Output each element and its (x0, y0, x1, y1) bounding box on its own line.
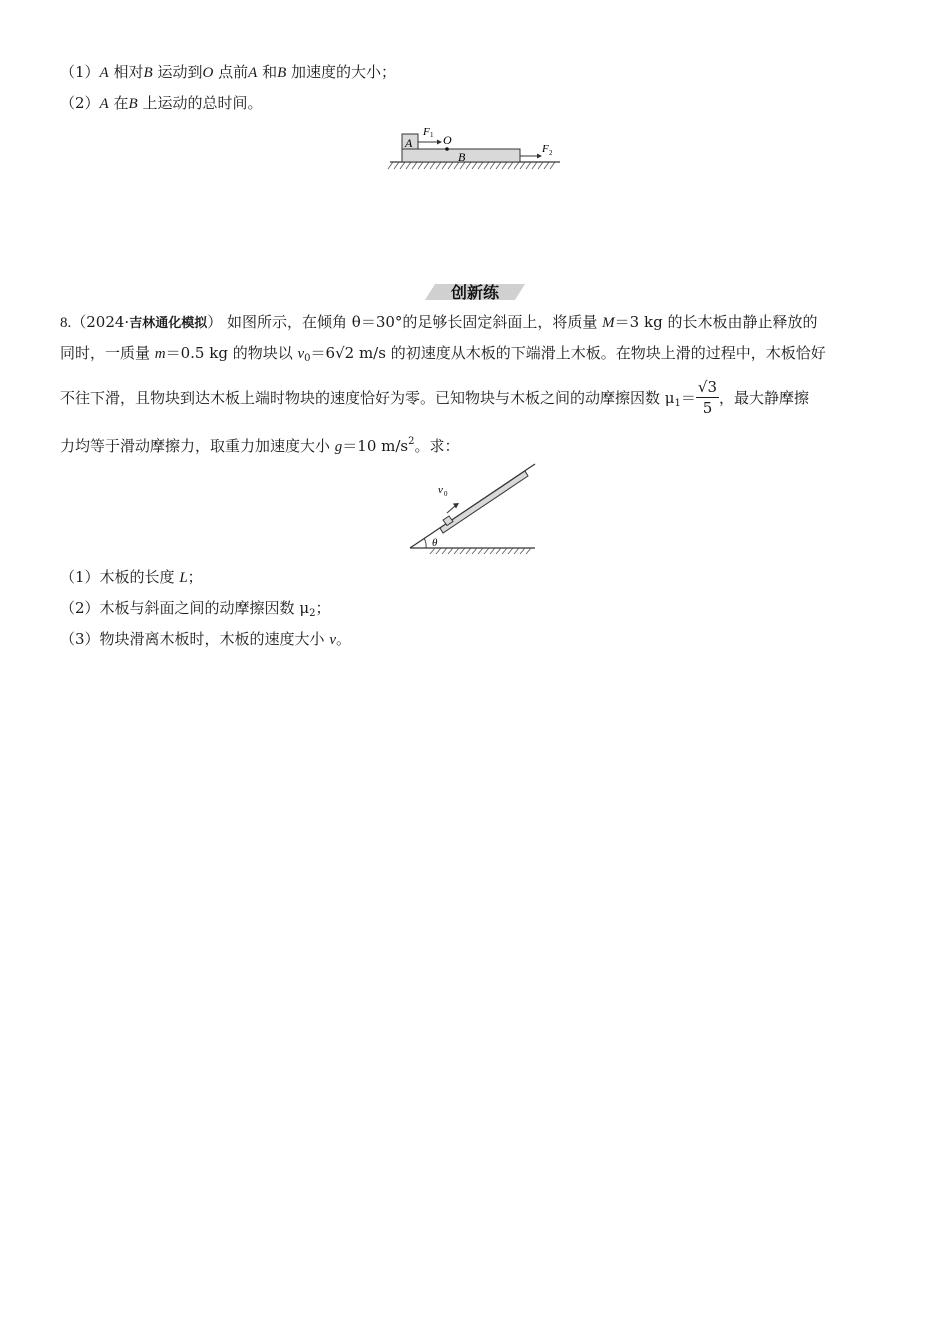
long-board (440, 471, 528, 533)
q8-line4: 力均等于滑动摩擦力，取重力加速度大小 g＝10 $m/s^2$。求： (60, 436, 460, 455)
label-b: B (458, 150, 466, 164)
label-a: A (405, 136, 413, 150)
q7-part2: （2）A 在B 上运动的总时间。 (60, 94, 263, 112)
section-title: 创新练 (450, 283, 499, 302)
q8-figure (405, 458, 545, 558)
q8-part2: （2）木板与斜面之间的动摩擦因数 $\mu_2$； (60, 599, 331, 619)
label-f2-sub: 2 (549, 149, 553, 157)
label-f1-sub: 1 (430, 131, 434, 139)
point-o (445, 147, 449, 151)
label-v0: v (438, 484, 443, 496)
q8-line3: 不往下滑，且物块到达木板上端时物块的速度恰好为零。已知物块与木板之间的动摩擦因数 $\mu_1=$ $\frac{√3}{5}$ ，最大静摩擦 (60, 377, 810, 417)
q8-line1: 8.（2024·吉林通化模拟） 如图所示，在倾角 θ＝30°的足够长固定斜面上，将质量 M＝3 kg 的长木板由静止释放的 (60, 313, 818, 331)
q7-part1: （1）A 相对B 运动到O 点前A 和B 加速度的大小； (60, 63, 397, 81)
label-f1: F (423, 126, 430, 138)
mu1-fraction: $\frac{√3}{5}$ (697, 377, 718, 417)
q8-line2: 同时，一质量 m＝0.5 kg 的物块以 $v_0=6√2$ m/s 的初速度从木板的下端滑上木板。在物块上滑的过程中，木板恰好 (60, 344, 826, 364)
label-f2: F (542, 143, 549, 155)
section-header (425, 280, 525, 302)
label-o: O (443, 133, 452, 147)
label-v0-sub: 0 (444, 490, 448, 498)
q8-part3: （3）物块滑离木板时，木板的速度大小 v。 (60, 630, 352, 648)
q8-source: 吉林通化模拟 (129, 316, 208, 331)
angle-arc (424, 538, 426, 548)
q7-figure (385, 120, 565, 175)
label-theta: θ (432, 537, 438, 549)
q8-part1: （1）木板的长度 L； (60, 568, 203, 586)
